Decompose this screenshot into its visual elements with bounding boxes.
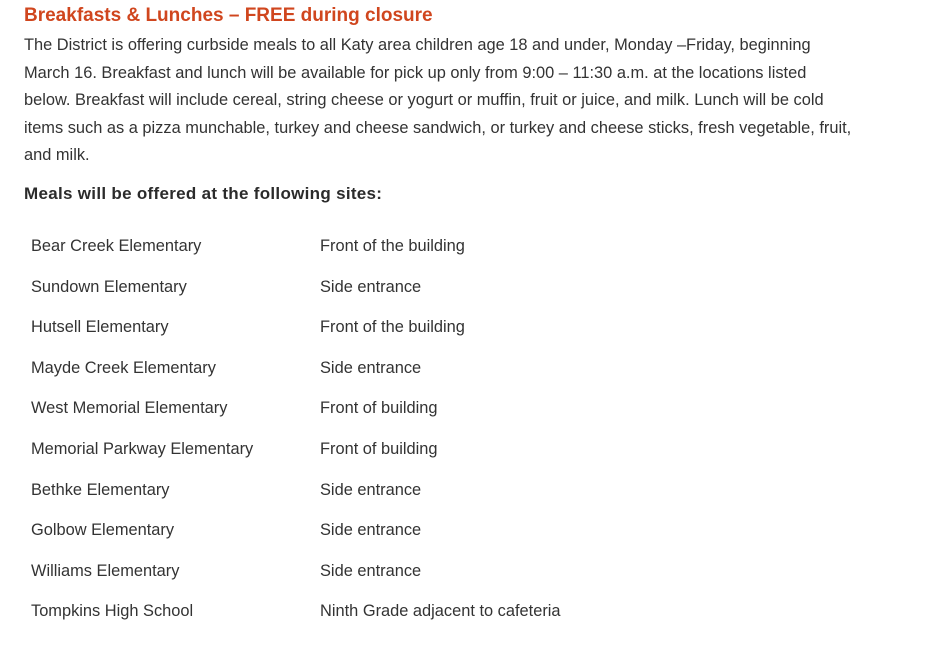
intro-line: below. Breakfast will include cereal, string cheese or yogurt or muffin, fruit or juice, and milk. Lunch will be cold	[24, 91, 824, 109]
site-location: Front of the building	[320, 318, 465, 337]
site-row	[31, 476, 891, 517]
site-row	[31, 232, 891, 273]
site-location: Front of building	[320, 399, 438, 418]
site-row	[31, 597, 891, 638]
sites-table	[31, 232, 891, 638]
site-row	[31, 435, 891, 476]
site-name: Bethke Elementary	[31, 480, 170, 499]
site-location: Side entrance	[320, 561, 422, 580]
intro-line: March 16. Breakfast and lunch will be available for pick up only from 9:00 – 11:30 a.m. at the locations listed	[24, 63, 807, 82]
announcement-heading: Breakfasts & Lunches – FREE during closure	[24, 5, 433, 26]
site-location: Side entrance	[320, 277, 422, 296]
site-location: Side entrance	[320, 480, 422, 499]
site-location: Side entrance	[320, 521, 422, 540]
site-location: Side entrance	[320, 358, 422, 377]
site-name: Bear Creek Elementary	[31, 237, 202, 255]
site-name: Memorial Parkway Elementary	[31, 439, 254, 458]
site-location: Front of the building	[320, 237, 465, 255]
site-name: Tompkins High School	[31, 602, 194, 621]
sites-heading: Meals will be offered at the following sites:	[24, 184, 383, 203]
intro-line: items such as a pizza munchable, turkey and cheese sandwich, or turkey and cheese sticks, fresh vegetable, fruit,	[24, 118, 852, 137]
site-name: Williams Elementary	[31, 561, 180, 580]
site-row	[31, 516, 891, 557]
site-name: Sundown Elementary	[31, 277, 187, 296]
intro-line: and milk.	[24, 146, 90, 164]
site-row	[31, 354, 891, 395]
intro-paragraph	[24, 32, 904, 170]
site-location: Front of building	[320, 439, 438, 458]
site-location: Ninth Grade adjacent to cafeteria	[320, 602, 561, 621]
site-row	[31, 394, 891, 435]
intro-line: The District is offering curbside meals to all Katy area children age 18 and under, Monday –Friday, beginning	[24, 36, 811, 54]
site-name: West Memorial Elementary	[31, 399, 228, 418]
site-row	[31, 273, 891, 314]
site-row	[31, 557, 891, 598]
site-name: Hutsell Elementary	[31, 318, 169, 337]
site-name: Mayde Creek Elementary	[31, 358, 216, 377]
site-name: Golbow Elementary	[31, 521, 175, 540]
site-row	[31, 313, 891, 354]
